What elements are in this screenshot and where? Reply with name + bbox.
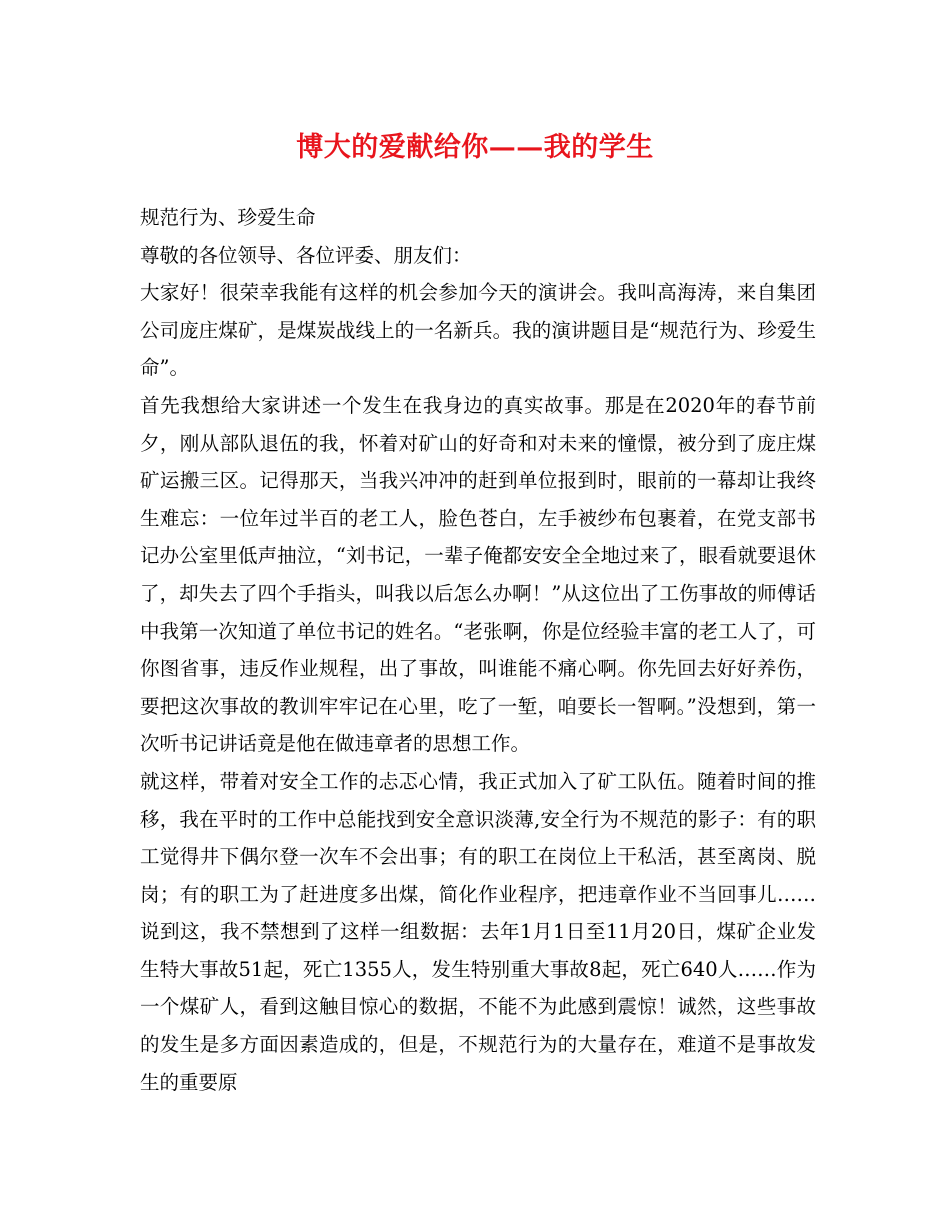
document-title: 博大的爱献给你——我的学生 [296, 132, 654, 163]
paragraph-observations: 就这样，带着对安全工作的忐忑心情，我正式加入了矿工队伍。随着时间的推移，我在平时的工作中总能找到安全意识淡薄,安全行为不规范的影子：有的职工觉得井下偶尔登一次车不会出事；有的职工在岗位上干私活，甚至离岗、脱岗；有的职工为了赶进度多出煤，简化作业程序，把违章作业不当回事儿……说到这，我不禁想到了这样一组数据：去年1月1日至11月20日，煤矿企业发生特大事故51起，死亡1355人，发生特别重大事故8起，死亡640人……作为一个煤矿人，看到这触目惊心的数据，不能不为此感到震惊！诚然，这些事故的发生是多方面因素造成的，但是，不规范行为的大量存在，难道不是事故发生的重要原 [140, 769, 816, 1094]
paragraph-introduction: 大家好！很荣幸我能有这样的机会参加今天的演讲会。我叫高海涛，来自集团公司庞庄煤矿，是煤炭战线上的一名新兵。我的演讲题目是“规范行为、珍爱生命”。 [140, 281, 816, 380]
paragraph-story: 首先我想给大家讲述一个发生在我身边的真实故事。那是在2020年的春节前夕，刚从部队退伍的我，怀着对矿山的好奇和对未来的憧憬，被分到了庞庄煤矿运搬三区。记得那天，当我兴冲冲的赶到单位报到时，眼前的一幕却让我终生难忘：一位年过半百的老工人，脸色苍白，左手被纱布包裹着，在党支部书记办公室里低声抽泣，“刘书记，一辈子俺都安安全全地过来了，眼看就要退休了，却失去了四个手指头，叫我以后怎么办啊！”从这位出了工伤事故的师傅话中我第一次知道了单位书记的姓名。“老张啊，你是位经验丰富的老工人了，可你图省事，违反作业规程，出了事故，叫谁能不痛心啊。你先回去好好养伤，要把这次事故的教训牢牢记在心里，吃了一堑，咱要长一智啊。”没想到，第一次听书记讲话竟是他在做违章者的思想工作。 [140, 393, 816, 756]
document-body [140, 199, 816, 1101]
salutation-line: 尊敬的各位领导、各位评委、朋友们： [140, 243, 472, 267]
speech-topic-line: 规范行为、珍爱生命 [140, 206, 316, 229]
